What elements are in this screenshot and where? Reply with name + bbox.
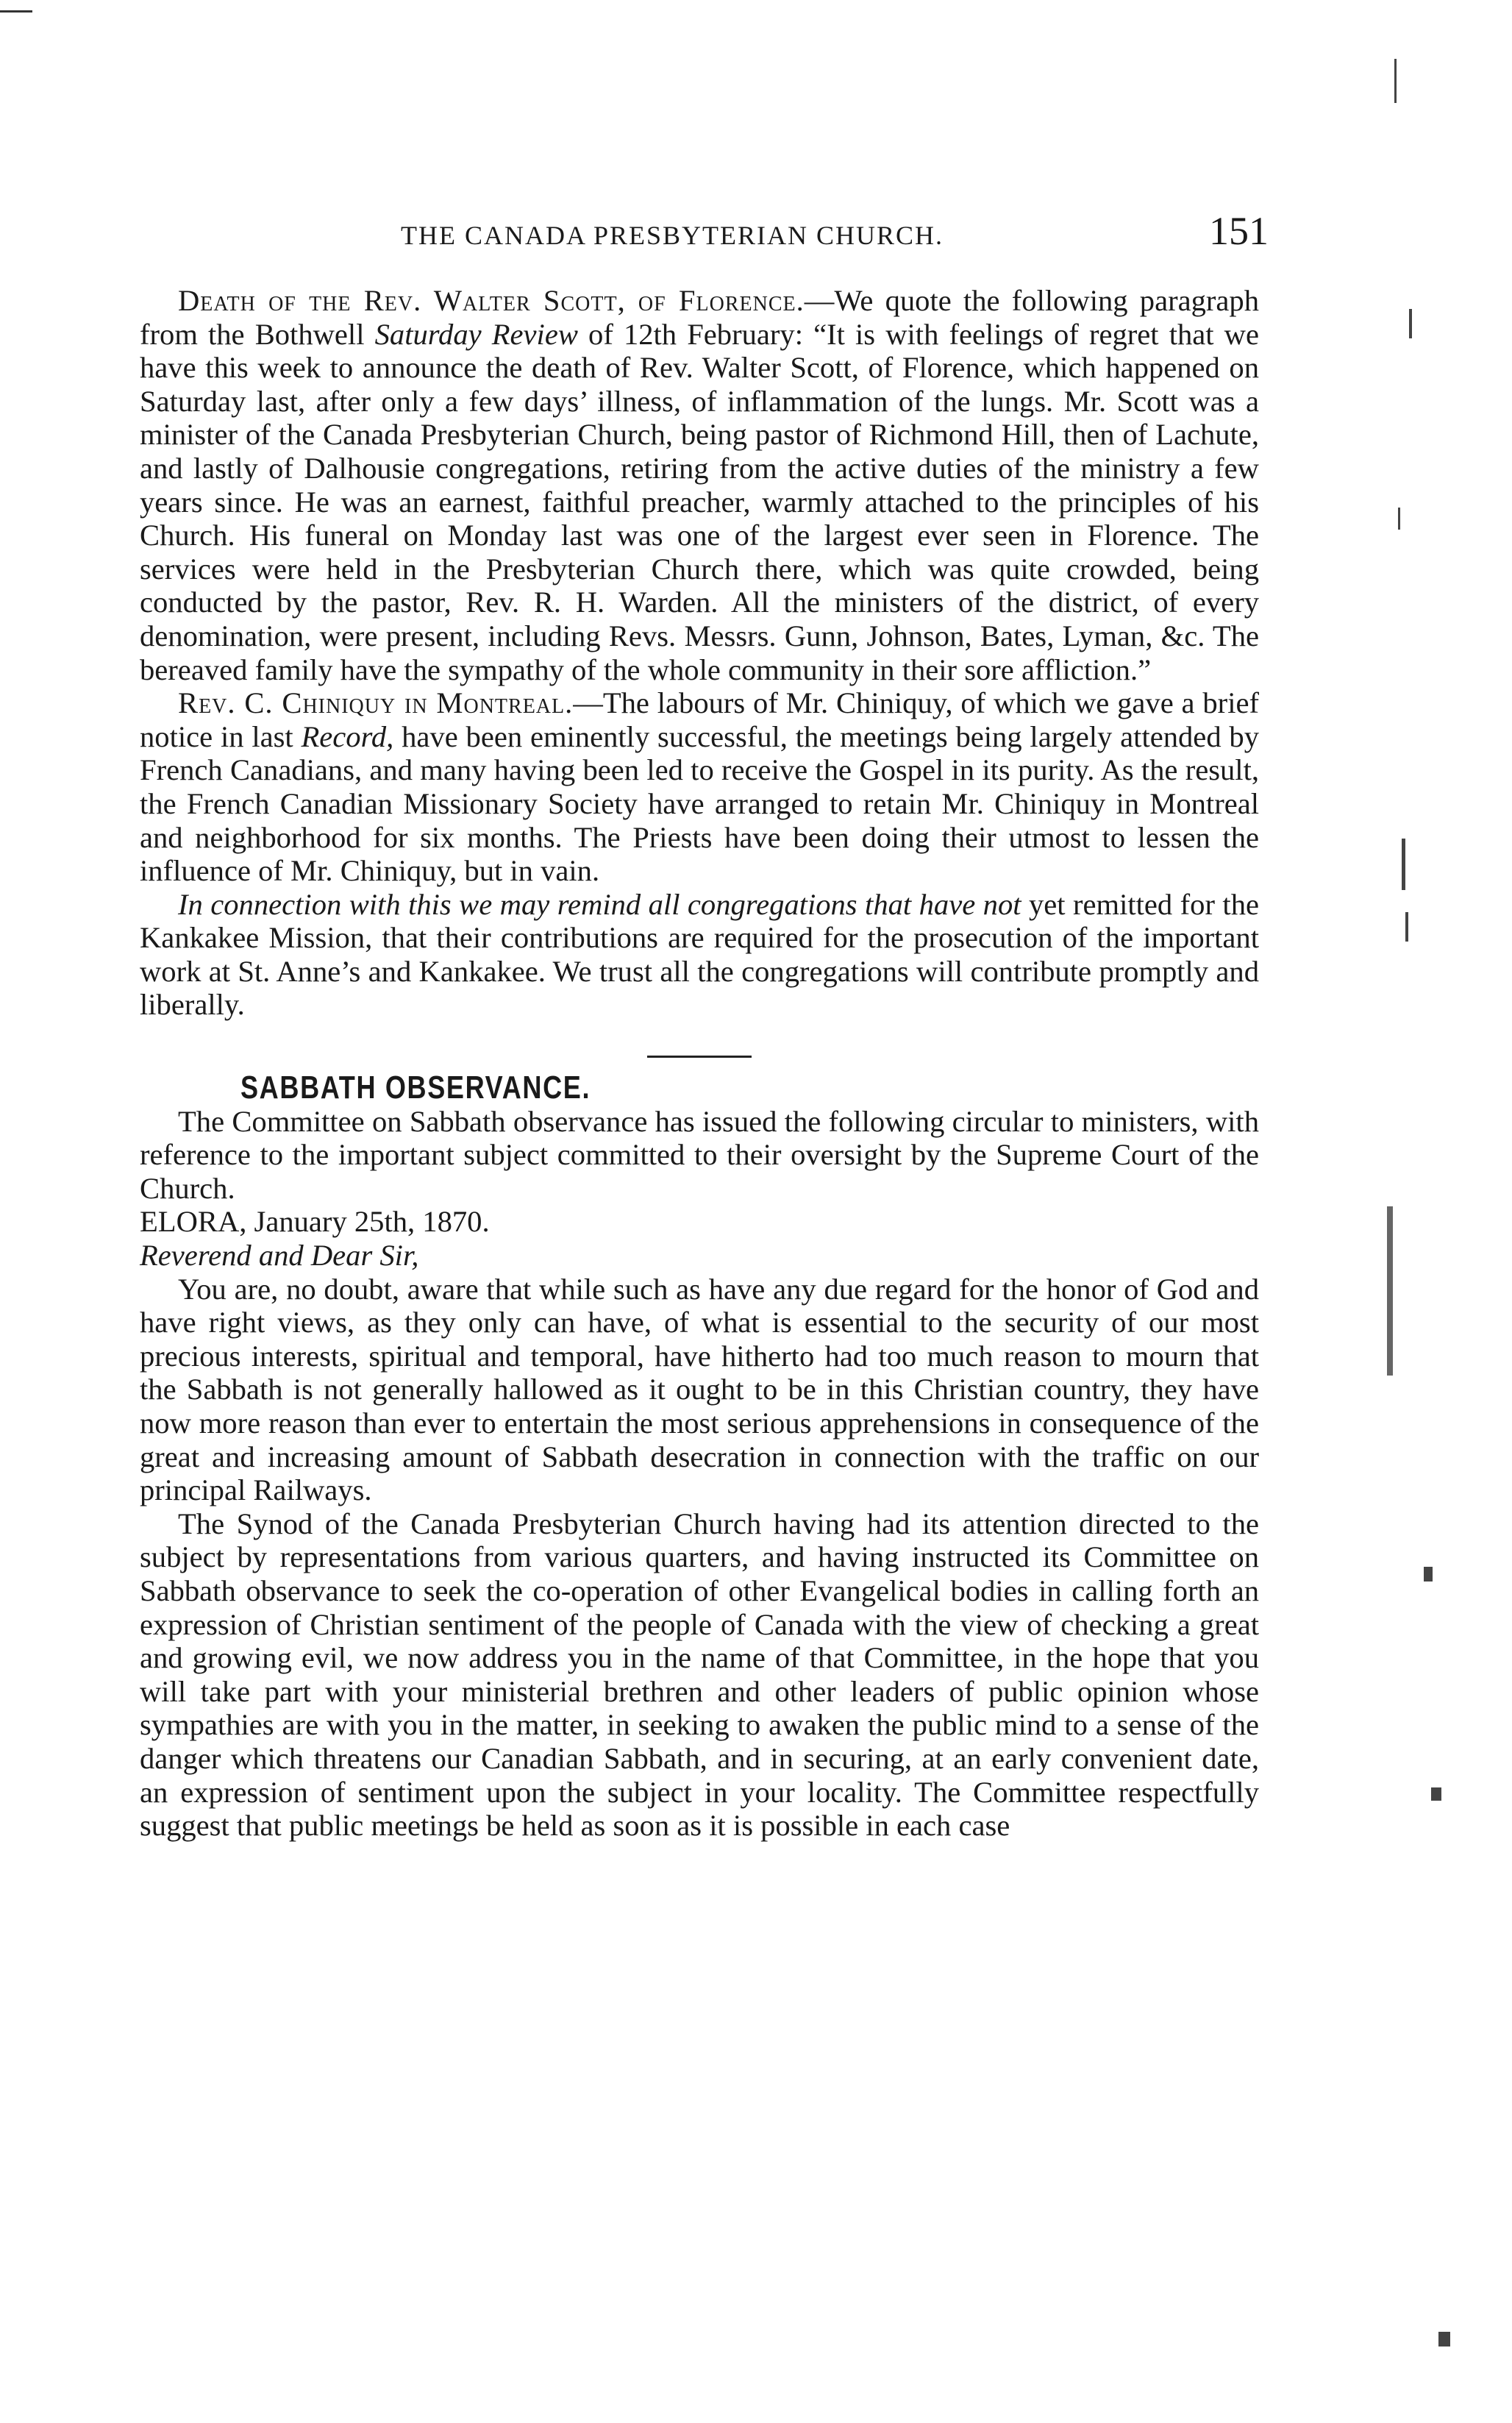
sabbath-intro: The Committee on Sabbath observance has issued the following circular to ministers, with reference to the important subject committed to their oversight by the Supreme Court of the Church. (140, 1104, 1259, 1205)
kankakee-text: yet remitted for the Kankakee Mission, that their contributions are required for the prosecution of the important work at St. Anne’s and Kankakee. We trust all the congregations will contribute promptly and liberally. (140, 887, 1259, 1022)
article-scott-heading: Death of the Rev. Walter Scott, of Florence. (178, 284, 805, 317)
article-chiniquy-text1: —The labours of Mr. Chiniquy, of which we gave a brief notice in last (140, 686, 1259, 753)
scan-speck (1394, 59, 1397, 103)
scan-speck (1398, 508, 1400, 530)
scan-speck (1431, 1787, 1441, 1801)
page-header (401, 208, 1269, 260)
section-divider (647, 1056, 752, 1058)
scan-edge-noise (1380, 0, 1512, 2423)
kankakee-paragraph (140, 888, 1259, 1022)
article-scott-intro-end: of 12th February: (577, 317, 803, 351)
letter-salutation: Reverend and Dear Sir, (140, 1239, 419, 1273)
article-scott-intro: —We quote the following paragraph from the Bothwell (140, 284, 1259, 351)
sabbath-title: SABBATH OBSERVANCE. (240, 1070, 591, 1106)
kankakee-italic-lead: In connection with this we may remind all congregations that have not (178, 887, 1021, 921)
letter-dateline: ELORA, January 25th, 1870. (140, 1205, 490, 1239)
page-number: 151 (1209, 209, 1269, 253)
scan-streak (1387, 1206, 1393, 1376)
scan-speck (1438, 2332, 1450, 2346)
article-chiniquy (140, 686, 1259, 888)
scan-speck (1405, 912, 1408, 942)
record-title: Record, (301, 719, 394, 753)
letter-paragraph-1: You are, no doubt, aware that while such as have any due regard for the honor of God and have right views, as they only can have, of what is essential to the security of our most precious interests, spiritual and temporal, have hitherto had too much reason to mourn that the Sabbath is not generally hallowed as it ought to be in this Christian country, they have now more reason than ever to entertain the most serious apprehensions in consequence of the great and increasing amount of Sabbath desecration in connection with the traffic on our principal Railways. (140, 1272, 1259, 1507)
scan-speck (1402, 839, 1405, 890)
letter-paragraph-2: The Synod of the Canada Presbyterian Church having had its attention directed to the subject by representations from various quarters, and having instructed its Committee on Sabbath observance to seek the co-operation of other Evangelical bodies in calling forth an expression of Christian sentiment of the people of Canada with the view of checking a great and growing evil, we now address you in the name of that Committee, in the hope that you will take part with your ministerial brethren and other leaders of public opinion whose sympathies are with you in the matter, in seeking to awaken the public mind to a sense of the danger which threatens our Canadian Sabbath, and in securing, at an early convenient date, an expression of sentiment upon the subject in your locality. The Committee respectfully suggest that public meetings be held as soon as it is possible in each case (140, 1506, 1259, 1843)
source-title: Saturday Review (374, 317, 578, 351)
running-head: THE CANADA PRESBYTERIAN CHURCH. (401, 221, 944, 250)
text-column (140, 284, 1259, 1843)
article-chiniquy-text2: have been eminently successful, the meetings being largely attended by French Canadians, and many having been led to receive the Gospel in its purity. As the result, the French Canadian Missionary Society have arranged to retain Mr. Chiniquy in Montreal and neighborhood for six months. The Priests have been doing their utmost to lessen the influence of Mr. Chiniquy, but in vain. (140, 719, 1259, 888)
article-chiniquy-heading: Rev. C. Chiniquy in Montreal. (178, 686, 574, 720)
top-edge-rule (0, 10, 32, 13)
article-scott (140, 284, 1259, 686)
scan-speck (1424, 1567, 1433, 1581)
scan-speck (1409, 309, 1412, 338)
article-scott-body: “It is with feelings of regret that we have this week to announce the death of Rev. Walter Scott, of Florence, which happened on Saturday last, after only a few days’ illness, of inflammation of the lungs. Mr. Scott was a minister of the Canada Presbyterian Church, being pastor of Richmond Hill, then of Lachute, and lastly of Dalhousie congregations, retiring from the active duties of the ministry a few years since. He was an earnest, faithful preacher, warmly attached to the principles of his Church. His funeral on Monday last was one of the largest ever seen in Florence. The services were held in the Presbyterian Church there, which was quite crowded, being conducted by the pastor, Rev. R. H. Warden. All the ministers of the district, of every denomination, were present, including Revs. Messrs. Gunn, Johnson, Bates, Lyman, &c. The bereaved family have the sympathy of the whole community in their sore affliction.” (140, 317, 1259, 686)
